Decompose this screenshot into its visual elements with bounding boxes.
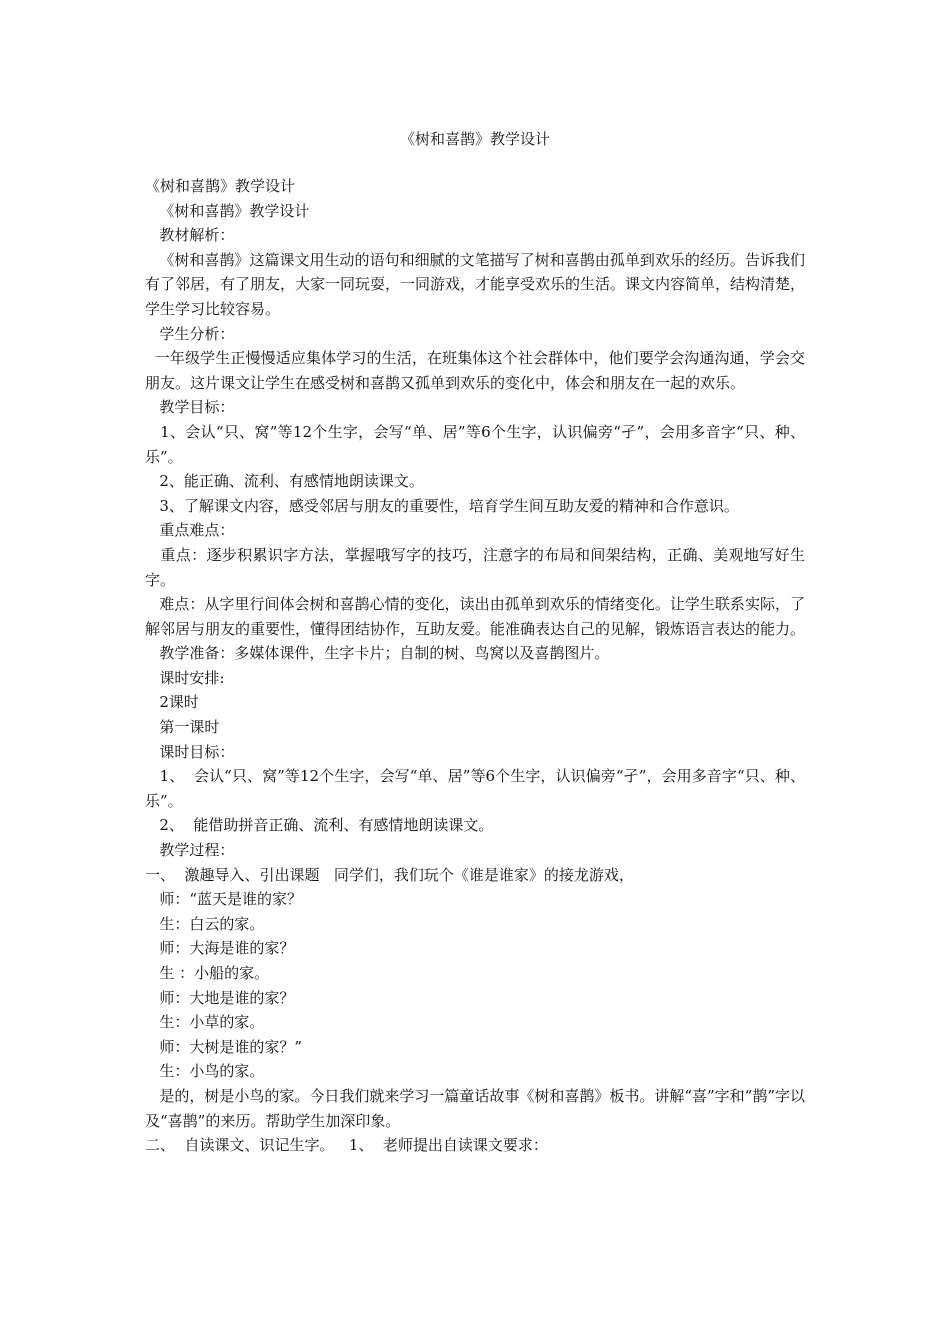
paragraph-13: 难点：从字里行间体会树和喜鹊心情的变化，读出由孤单到欢乐的情绪变化。让学生联系实际，了解邻居与朋友的重要性，懂得团结协作，互助友爱。能准确表达自己的见解，锻炼语言表达的能力。: [145, 595, 806, 638]
paragraph-11: 重点难点：: [145, 521, 235, 540]
document-title: 《树和喜鹊》教学设计: [399, 130, 550, 148]
paragraph-27: 师：大地是谁的家？: [145, 988, 295, 1007]
paragraph-16: 2课时: [145, 693, 199, 712]
paragraph-6: 一年级学生正慢慢适应集体学习的生活，在班集体这个社会群体中，他们要学会沟通沟通，学会交朋友。这片课文让学生在感受树和喜鹊又孤单到欢乐的变化中，体会和朋友在一起的欢乐。: [145, 349, 805, 392]
paragraph-28: 生：小草的家。: [145, 1013, 265, 1032]
paragraph-32: 二、 自读课文、识记生字。 1、 老师提出自读课文要求：: [145, 1136, 548, 1155]
paragraph-7: 教学目标：: [145, 398, 235, 417]
paragraph-25: 师：大海是谁的家？: [145, 939, 295, 958]
paragraph-23: 师：“蓝天是谁的家？: [145, 890, 302, 909]
paragraph-18: 课时目标：: [145, 742, 235, 761]
paragraph-17: 第一课时: [145, 718, 220, 737]
paragraph-4: 《树和喜鹊》这篇课文用生动的语句和细腻的文笔描写了树和喜鹊由孤单到欢乐的经历。告诉我们有了邻居，有了朋友，大家一同玩耍，一同游戏，才能享受欢乐的生活。课文内容简单，结构清楚，学生学习比较容易。: [145, 250, 806, 318]
paragraph-9: 2、能正确、流利、有感情地朗读课文。: [145, 472, 424, 491]
paragraph-22: 一、 激趣导入、引出课题 同学们，我们玩个《谁是谁家》的接龙游戏，: [145, 865, 634, 884]
paragraph-20: 2、 能借助拼音正确、流利、有感情地朗读课文。: [145, 816, 494, 835]
paragraph-12: 重点：逐步积累识字方法，掌握哦写字的技巧，注意字的布局和间架结构，正确、美观地写好生字。: [145, 545, 805, 589]
document-body: [145, 174, 805, 1158]
paragraph-15: 课时安排:: [145, 668, 225, 687]
paragraph-14: 教学准备：多媒体课件，生字卡片；自制的树、鸟窝以及喜鹊图片。: [145, 644, 610, 663]
paragraph-19: 1、 会认“只、窝”等12个生字，会写“单、居”等6个生字，认识偏旁“孑”，会用多音字“只、种、乐”。: [145, 767, 805, 810]
paragraph-26: 生 ：小船的家。: [145, 964, 270, 982]
paragraph-3: 教材解析：: [145, 226, 235, 245]
paragraph-24: 生：白云的家。: [145, 914, 265, 933]
paragraph-29: 师：大树是谁的家？”: [145, 1037, 302, 1056]
paragraph-30: 生：小鸟的家。: [145, 1062, 265, 1081]
paragraph-5: 学生分析：: [145, 324, 235, 343]
paragraph-31: 是的，树是小鸟的家。今日我们就来学习一篇童话故事《树和喜鹊》板书。讲解“喜”字和“鹊”字以及“喜鹊”的来历。帮助学生加深印象。: [145, 1086, 805, 1130]
paragraph-10: 3、了解课文内容，感受邻居与朋友的重要性，培育学生间互助友爱的精神和合作意识。: [145, 496, 739, 515]
paragraph-1: 《树和喜鹊》教学设计: [145, 177, 296, 195]
paragraph-8: 1、会认“只、窝”等12个生字，会写“单、居”等6个生字，认识偏旁“孑”，会用多音字“只、种、乐”。: [145, 422, 805, 466]
paragraph-2: 《树和喜鹊》教学设计: [145, 201, 310, 220]
paragraph-21: 教学过程：: [145, 841, 235, 860]
